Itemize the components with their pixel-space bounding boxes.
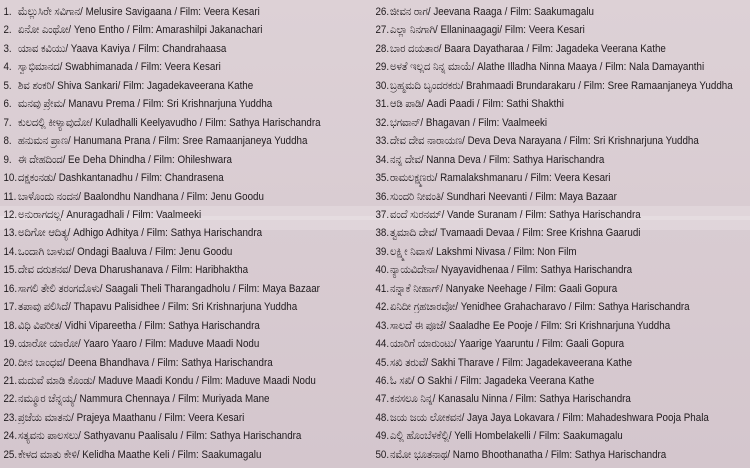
song-title-film: / Yaaro Yaaro / Film: Maduve Maadi Nodu <box>77 338 260 351</box>
song-list-item <box>372 335 750 353</box>
song-list-item <box>0 280 375 298</box>
song-number: 3. <box>3 42 12 55</box>
song-title-film: / Baalondhu Nandhana / Film: Jenu Goodu <box>78 190 264 203</box>
song-number: 44. <box>375 338 390 351</box>
song-number: 15. <box>3 264 18 277</box>
song-list-item <box>0 151 375 169</box>
song-title-film: / Kuladhalli Keelyavudho / Film: Sathya Harischandra <box>89 116 321 129</box>
song-title-film: / Nyayavidhenaa / Film: Sathya Harischandra <box>435 264 633 277</box>
song-list-item <box>372 224 750 242</box>
song-number: 35. <box>375 172 390 185</box>
song-number: 34. <box>375 153 390 166</box>
song-title-kannada: ಏನೋ ಎಂಥೋ <box>18 24 69 37</box>
song-title-film: / Ramalakshmanaru / Film: Veera Kesari <box>434 172 611 185</box>
song-title-film: / Kelidha Maathe Keli / Film: Saakumagalu <box>76 448 262 461</box>
song-list-item <box>372 40 750 58</box>
song-number: 30. <box>375 79 390 92</box>
song-title-film: / Anuragadhali / Film: Vaalmeeki <box>60 208 202 221</box>
song-list-item <box>372 58 750 76</box>
song-title-film: / O Sakhi / Film: Jagadeka Veerana Kathe <box>411 375 595 387</box>
song-title-kannada: ನನ್ನ ದೇವ <box>390 153 421 166</box>
song-list-item <box>372 317 750 335</box>
song-number: 5. <box>3 79 12 92</box>
song-list-item <box>0 243 375 261</box>
song-number: 10. <box>3 172 18 185</box>
song-list-item <box>0 40 375 58</box>
song-list-item <box>372 3 750 21</box>
song-title-film: / Sundhari Neevanti / Film: Maya Bazaar <box>441 190 617 203</box>
song-list-item <box>372 77 750 95</box>
song-title-kannada: ಜಯ ಜಯ ಲೋಕವನ <box>390 411 462 424</box>
song-title-film: / Sathyavanu Paalisalu / Film: Sathya Harischandra <box>78 430 302 443</box>
song-list-item <box>0 261 375 279</box>
song-number: 20. <box>3 356 18 369</box>
song-list-item <box>372 446 750 464</box>
song-title-film: / Bhagavan / Film: Vaalmeeki <box>420 116 548 129</box>
song-list-item <box>0 58 375 76</box>
song-title-kannada: ಅನುರಾಗದಲ್ಲ <box>18 208 61 221</box>
song-number: 1. <box>3 6 12 18</box>
song-list-item <box>0 206 375 224</box>
song-number: 50. <box>375 448 390 461</box>
song-title-film: / Kanasalu Ninna / Film: Sathya Harischandra <box>432 393 631 406</box>
song-number: 23. <box>3 411 18 424</box>
song-list-item <box>372 243 750 261</box>
song-title-kannada: ಕನಸಲೂ ನಿನ್ನ <box>390 393 433 406</box>
song-title-film: / Ee Deha Dhindha / Film: Ohileshwara <box>62 153 232 166</box>
song-title-film: / Yelli Hombelakelli / Film: Saakumagalu <box>448 430 623 443</box>
song-list-item <box>372 372 750 390</box>
song-title-film: / Deva Deva Narayana / Film: Sri Krishnarjuna Yuddha <box>462 135 699 148</box>
song-title-film: / Hanumana Prana / Film: Sree Ramaanjaneya Yuddha <box>68 135 308 148</box>
song-list-item <box>0 77 375 95</box>
song-title-film: / Yenidhee Grahacharavo / Film: Sathya Harischandra <box>455 301 690 314</box>
song-title-film: / Tvamaadi Devaa / Film: Sree Krishna Gaarudi <box>434 227 641 240</box>
song-number: 33. <box>375 135 390 148</box>
song-number: 46. <box>375 375 390 387</box>
song-list-item <box>0 21 375 39</box>
song-title-film: / Manavu Prema / Film: Sri Krishnarjuna Yuddha <box>62 98 273 111</box>
song-list-item <box>0 354 375 372</box>
song-list-item <box>372 261 750 279</box>
song-title-film: / Saagali Theli Tharangadholu / Film: Maya Bazaar <box>99 282 320 295</box>
song-title-film: / Deena Bhandhava / Film: Sathya Harischandra <box>62 356 273 369</box>
song-number: 39. <box>375 245 390 258</box>
song-list-item <box>372 95 750 113</box>
song-list-item <box>0 132 375 150</box>
song-list-item <box>372 280 750 298</box>
song-title-film: / Nanyake Neehage / Film: Gaali Gopura <box>440 282 618 295</box>
song-list-item <box>372 427 750 445</box>
song-number: 48. <box>375 411 390 424</box>
song-list-item <box>0 335 375 353</box>
song-title-film: / Jeevana Raaga / Film: Saakumagalu <box>427 6 594 18</box>
song-list-item <box>372 409 750 427</box>
song-title-kannada: ನಮೋ ಭೂತನಾಥ <box>390 448 448 461</box>
song-number: 16. <box>3 282 18 295</box>
song-title-film: / Yaarige Yaaruntu / Film: Gaali Gopura <box>453 338 625 351</box>
song-title-kannada: ವಿಧಿ ವಿಪರೀತ <box>18 319 60 332</box>
song-title-kannada: ಸುಂದರಿ ನೀವಂತಿ <box>390 190 442 203</box>
song-title-film: / Swabhimanada / Film: Veera Kesari <box>59 61 221 74</box>
song-list-item <box>0 224 375 242</box>
song-title-kannada: ಯಾವ ಕವಿಯು <box>18 42 66 55</box>
song-title-film: / Deva Dharushanava / Film: Haribhaktha <box>68 264 249 277</box>
song-number: 19. <box>3 338 18 351</box>
song-title-kannada: ಸಾಗಲಿ ತೇಲಿ ತರಂಗದೊಳು <box>18 282 100 295</box>
song-title-kannada: ನ್ಯಾಯವಿದೇನಾ <box>390 264 436 277</box>
song-title-film: / Yeno Entho / Film: Amarashilpi Jakanachari <box>68 24 263 37</box>
song-title-film: / Yaava Kaviya / Film: Chandrahaasa <box>65 42 227 55</box>
song-title-kannada: ತ್ವಮಾದಿ ದೇವ <box>390 227 435 240</box>
song-number: 36. <box>375 190 390 203</box>
song-title-kannada: ಅಳತೆ ಇಲ್ಲದ ನಿನ್ನ ಮಾಯೆ <box>390 61 472 74</box>
song-list-item <box>372 354 750 372</box>
song-title-kannada: ದೇವ ದೇವ ನಾರಾಯಣ <box>390 135 463 148</box>
song-title-kannada: ಆಡಿ ಪಾಡಿ <box>390 98 422 111</box>
song-number: 12. <box>3 208 18 221</box>
song-number: 45. <box>375 356 390 369</box>
song-title-kannada: ನನ್ನಾಕೆ ನೀಹಾಗ್ <box>390 282 441 295</box>
song-title-film: / Shiva Sankari/ Film: Jagadekaveerana Kathe <box>51 79 254 92</box>
song-title-film: / Aadi Paadi / Film: Sathi Shakthi <box>421 98 564 111</box>
song-title-film: / Melusire Savigaana / Film: Veera Kesari <box>80 6 260 18</box>
song-title-film: / Sakhi Tharave / Film: Jagadekaveerana Kathe <box>425 356 633 369</box>
song-number: 4. <box>3 61 12 74</box>
song-list-item <box>0 298 375 316</box>
song-title-film: / Thapavu Palisidhee / Film: Sri Krishnarjuna Yuddha <box>68 301 298 314</box>
song-title-film: / Brahmaadi Brundarakaru / Film: Sree Ramaanjaneya Yuddha <box>460 79 733 92</box>
song-number: 25. <box>3 448 18 461</box>
song-number: 40. <box>375 264 390 277</box>
song-list-item <box>372 114 750 132</box>
song-number: 28. <box>375 42 390 55</box>
song-title-kannada: ಸತ್ಯವನು ಪಾಲಸಲು <box>18 430 79 443</box>
song-list-item <box>0 446 375 464</box>
song-title-kannada: ಭಗವಾನ್ <box>390 116 421 129</box>
song-number: 21. <box>3 375 18 387</box>
song-title-kannada: ಬಾರ ದಯತಾರ <box>390 42 439 55</box>
song-title-kannada: ಓ ಸಖಿ <box>390 375 412 387</box>
song-title-film: / Saaladhe Ee Pooje / Film: Sri Krishnarjuna Yuddha <box>443 319 671 332</box>
song-list-item <box>0 372 375 390</box>
song-title-kannada: ಮೆಲ್ಲುಸಿರೇ ಸವಿಗಾನ <box>18 6 81 18</box>
song-title-kannada: ಎಲ್ಲಾ ನಿನಗಾಗಿ <box>390 24 436 37</box>
song-list-item <box>372 206 750 224</box>
song-list-item <box>0 114 375 132</box>
song-title-kannada: ದೇವ ದರುಶನವ <box>18 264 69 277</box>
song-number: 18. <box>3 319 18 332</box>
song-title-kannada: ಕೇಳದ ಮಾತು ಕೇಳಿ <box>18 448 77 461</box>
song-list-item <box>372 151 750 169</box>
song-title-film: / Dashkantanadhu / Film: Chandrasena <box>53 172 224 185</box>
song-title-kannada: ಮನವು ಪ್ರೇಮ <box>18 98 63 111</box>
song-number: 13. <box>3 227 18 240</box>
song-title-film: / Baara Dayatharaa / Film: Jagadeka Veerana Kathe <box>438 42 666 55</box>
song-number: 22. <box>3 393 18 406</box>
song-title-kannada: ಕುಲದಲ್ಲಿ ಕೀಳ್ಯಾವುದೋ <box>18 116 90 129</box>
song-title-kannada: ಸ್ವಾಭಿಮಾನದ <box>18 61 60 74</box>
song-list-item <box>0 427 375 445</box>
song-list-item <box>0 188 375 206</box>
song-number: 47. <box>375 393 390 406</box>
song-list-item <box>0 95 375 113</box>
song-title-kannada: ಮದುವೆ ಮಾಡಿ ಕೊಂಡು <box>18 375 93 387</box>
song-number: 42. <box>375 301 390 314</box>
song-number: 26. <box>375 6 390 18</box>
song-title-film: / Alathe Illadha Ninna Maaya / Film: Nala Damayanthi <box>471 61 705 74</box>
song-title-film: / Nammura Chennaya / Film: Muriyada Mane <box>74 393 270 406</box>
song-title-kannada: ಸಾಲದೆ ಈ ಪೂಜೆ <box>390 319 444 332</box>
song-list-item <box>372 21 750 39</box>
song-number: 7. <box>3 116 12 129</box>
song-title-kannada: ವಂದೆ ಸುರನಮ್ <box>390 208 442 221</box>
song-title-film: / Nanna Deva / Film: Sathya Harischandra <box>420 153 605 166</box>
song-list-item <box>372 390 750 408</box>
song-number: 31. <box>375 98 390 111</box>
song-list-item <box>372 132 750 150</box>
song-title-film: / Prajeya Maathanu / Film: Veera Kesari <box>71 411 245 424</box>
song-number: 8. <box>3 135 12 148</box>
song-number: 43. <box>375 319 390 332</box>
song-title-kannada: ಬ್ರಹ್ಮಮದಿ ಬೃಂದರಕರು <box>390 79 461 92</box>
song-title-kannada: ತಪಾವು ಪಲಿಸಿದೆ <box>18 301 69 314</box>
song-title-kannada: ಎಲ್ಲಿ ಹೊಂಬೆಳಕೆಲ್ಲಿ <box>390 430 449 443</box>
song-number: 14. <box>3 245 18 258</box>
song-title-kannada: ಅದಿಗೋ ಆದಿತ್ಯ <box>18 227 68 240</box>
song-title-film: / Vidhi Vipareetha / Film: Sathya Harischandra <box>59 319 260 332</box>
song-list-item <box>0 409 375 427</box>
song-title-kannada: ಜೀವನ ರಾಗ <box>390 6 428 18</box>
song-title-kannada: ದೀನ ಬಾಂಧವ <box>18 356 63 369</box>
song-number: 38. <box>375 227 390 240</box>
song-title-kannada: ಯಾರಿಗೆ ಯಾರುಂಟು <box>390 338 454 351</box>
song-list-item <box>372 298 750 316</box>
song-list-item <box>372 188 750 206</box>
song-number: 32. <box>375 116 390 129</box>
song-number: 29. <box>375 61 390 74</box>
song-list-item <box>0 169 375 187</box>
song-list-item <box>0 317 375 335</box>
song-number: 2. <box>3 24 12 37</box>
song-title-kannada: ರಾಮಲಕ್ಷ್ಮಣರು <box>390 172 435 185</box>
song-number: 41. <box>375 282 390 295</box>
song-number: 6. <box>3 98 12 111</box>
song-title-kannada: ಶಿವ ಶಂಕರಿ <box>18 79 52 92</box>
song-title-film: / Jaya Jaya Lokavara / Film: Mahadeshwara Pooja Phala <box>461 411 709 424</box>
song-title-kannada: ನಮ್ಮೂರ ಚೆನ್ನಯ್ಯ <box>18 393 75 406</box>
song-title-kannada: ಬಾಳೊಂದು ನಂದನ <box>18 190 79 203</box>
song-title-kannada: ಸಖಿ ತರುವೆ <box>390 356 426 369</box>
song-title-film: / Ondagi Baaluva / Film: Jenu Goodu <box>71 245 233 258</box>
song-number: 17. <box>3 301 18 314</box>
song-title-kannada: ಪ್ರಜೆಯ ಮಾತನು <box>18 411 72 424</box>
song-number: 11. <box>3 190 17 203</box>
song-title-film: / Lakshmi Nivasa / Film: Non Film <box>430 245 577 258</box>
song-title-kannada: ಹನುಮನ ಪ್ರಾಣ <box>18 135 69 148</box>
song-title-kannada: ಈ ದೇಹದಿಂದ <box>18 153 63 166</box>
song-title-film: / Adhigo Adhitya / Film: Sathya Harischandra <box>67 227 263 240</box>
song-title-kannada: ಲಕ್ಷ್ಮೀ ನಿವಾಸ <box>390 245 431 258</box>
song-list-item <box>0 390 375 408</box>
song-title-film: / Ellaninaagagi/ Film: Veera Kesari <box>435 24 585 37</box>
song-title-kannada: ಯಾರೋ ಯಾರೋ <box>18 338 78 351</box>
song-number: 49. <box>375 430 390 443</box>
song-title-film: / Maduve Maadi Kondu / Film: Maduve Maadi Nodu <box>92 375 316 387</box>
song-number: 24. <box>3 430 18 443</box>
song-number: 37. <box>375 208 390 221</box>
song-title-kannada: ದಕ್ಷಕಂನಡು <box>18 172 54 185</box>
song-number: 27. <box>375 24 390 37</box>
song-title-kannada: ಒಂದಾಗಿ ಬಾಳುವ <box>18 245 72 258</box>
song-title-film: / Vande Suranam / Film: Sathya Harischandra <box>441 208 641 221</box>
song-title-film: / Namo Bhoothanatha / Film: Sathya Harischandra <box>447 448 667 461</box>
song-title-kannada: ಏನಿದೀ ಗ್ರಹಚಾರವೋ <box>390 301 456 314</box>
song-list-item <box>0 3 375 21</box>
song-number: 9. <box>3 153 12 166</box>
song-list-item <box>372 169 750 187</box>
